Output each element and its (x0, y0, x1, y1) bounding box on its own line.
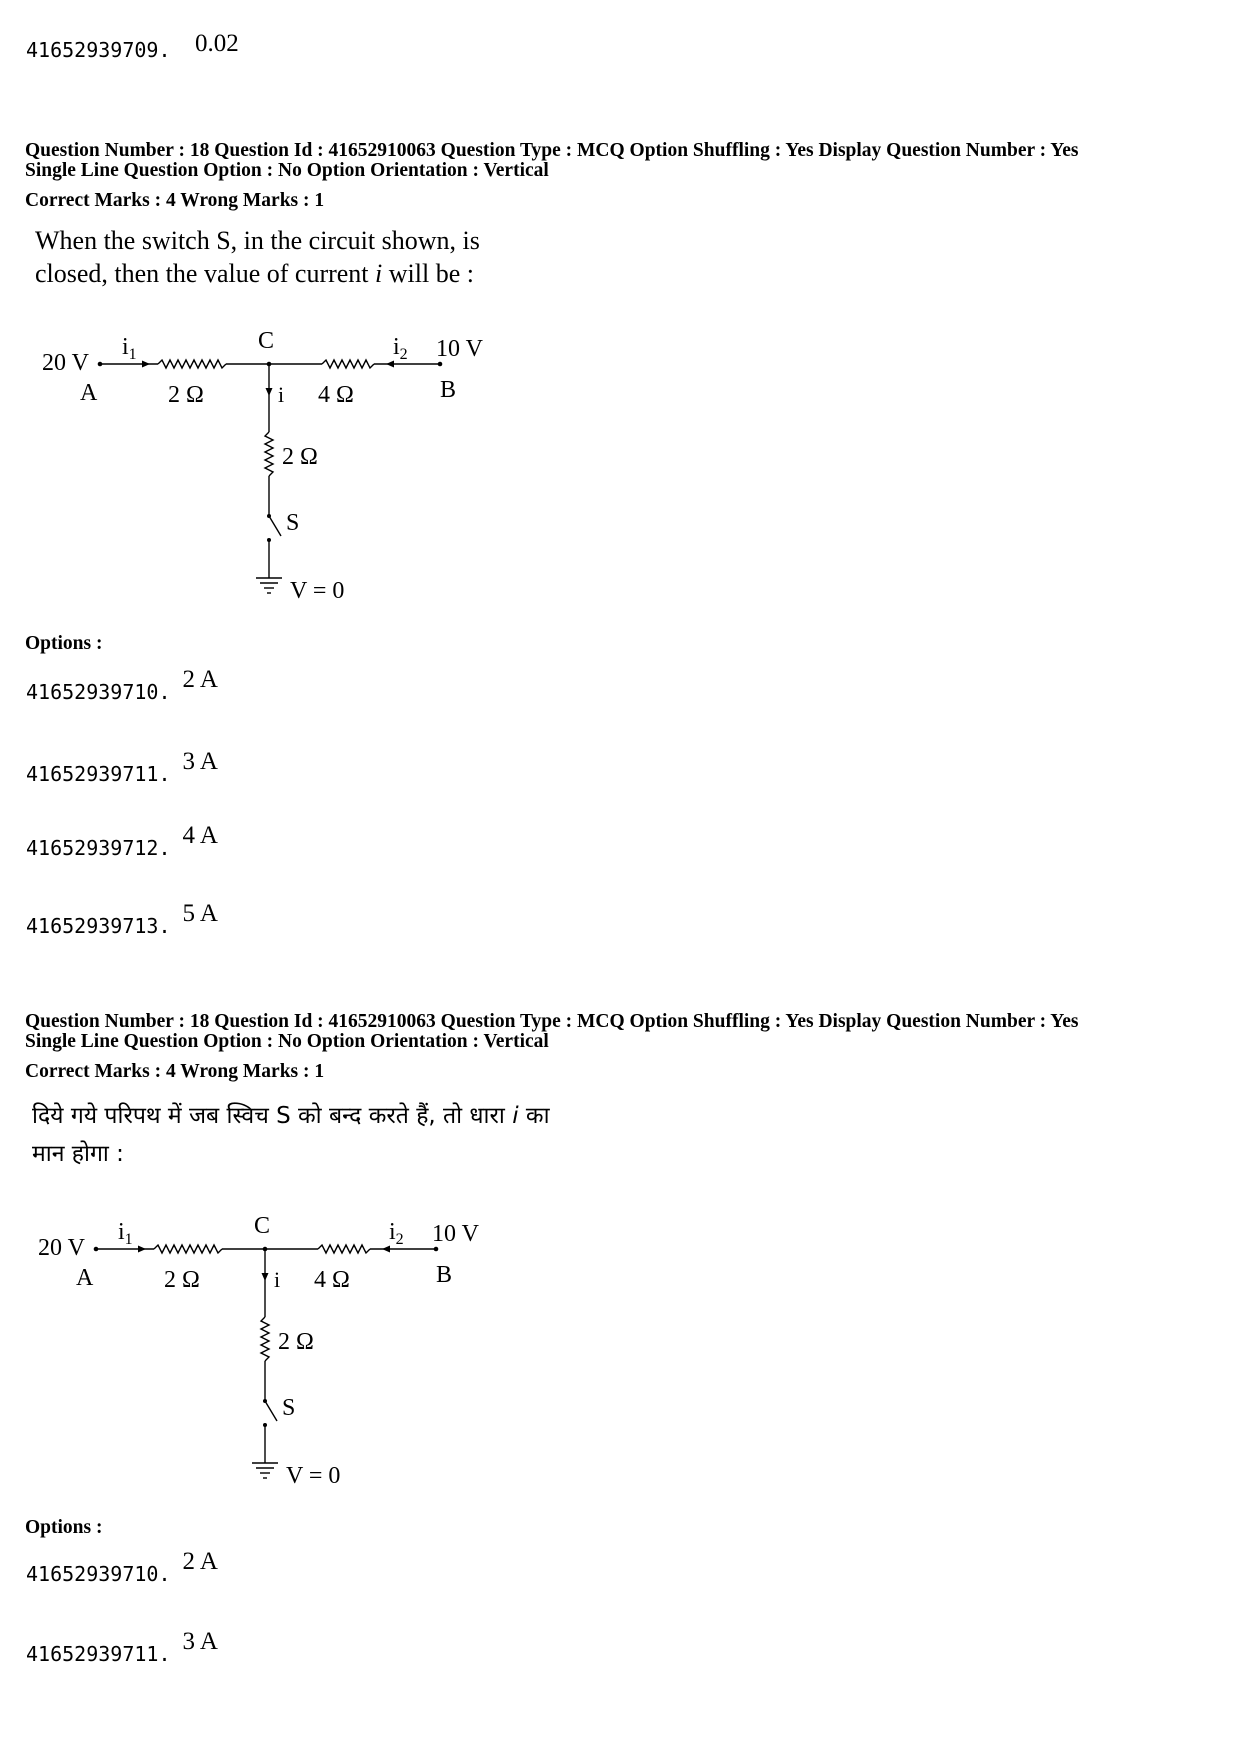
switch-label: S (282, 1395, 296, 1421)
current-i2: $i_2$ (393, 334, 408, 363)
ground-label: V = 0 (286, 1463, 341, 1489)
current-i2: $i_2$ (389, 1219, 404, 1248)
node-c: C (258, 328, 275, 354)
resistor-branch-zigzag (261, 1317, 269, 1361)
resistor-branch-zigzag (265, 432, 273, 476)
current-i1-arrow (138, 1246, 146, 1253)
option-value: 4 A (182, 822, 218, 849)
left-voltage: 20 V (42, 350, 89, 376)
option-item[interactable] (26, 822, 218, 860)
current-i1: $i_1$ (122, 334, 137, 363)
switch-blade (269, 516, 281, 536)
resistor-left-label: 2 Ω (168, 382, 204, 408)
question-text-pre: दिये गये परिपथ में जब स्विच S को बन्द करते हैं, तो धारा (32, 1103, 513, 1129)
option-id: 41652939710. (26, 680, 171, 704)
option-id: 41652939713. (26, 914, 171, 938)
question-text-post: का मान होगा : (32, 1103, 550, 1167)
option-value: 3 A (182, 748, 218, 775)
marks-info: Correct Marks : 4 Wrong Marks : 1 (25, 190, 325, 211)
node-b: B (440, 377, 457, 403)
marks-info: Correct Marks : 4 Wrong Marks : 1 (25, 1061, 325, 1082)
resistor-left-zigzag (154, 1245, 222, 1253)
option-value: 2 A (182, 666, 218, 693)
option-item[interactable] (26, 748, 218, 786)
current-i1-arrow (142, 361, 150, 368)
question-text-pre: When the switch S, in the circuit shown, is closed, then the value of current (35, 226, 480, 288)
current-i-label: i (278, 382, 285, 407)
question-meta-line2: Single Line Question Option : No Option Orientation : Vertical (25, 160, 549, 181)
resistor-branch-label: 2 Ω (282, 444, 318, 470)
options-label: Options : (25, 633, 103, 654)
question-text-post: will be : (382, 259, 474, 288)
node-a: A (76, 1265, 94, 1291)
options-label: Options : (25, 1517, 103, 1538)
switch-blade (265, 1401, 277, 1421)
ground-label: V = 0 (290, 578, 345, 604)
current-i-arrow (266, 388, 273, 396)
resistor-right-zigzag (318, 1245, 370, 1253)
option-id: 41652939711. (26, 762, 171, 786)
option-value: 3 A (182, 1628, 218, 1655)
resistor-branch-label: 2 Ω (278, 1329, 314, 1355)
right-voltage: 10 V (432, 1221, 479, 1247)
current-i-label: i (274, 1267, 281, 1292)
option-id: 41652939710. (26, 1562, 171, 1586)
resistor-right-label: 4 Ω (314, 1267, 350, 1293)
resistor-right-zigzag (322, 360, 374, 368)
current-i-arrow (262, 1273, 269, 1281)
question-text (35, 224, 555, 290)
option-id: 41652939712. (26, 836, 171, 860)
option-item[interactable] (26, 1548, 218, 1586)
current-variable: i (375, 259, 383, 288)
node-c: C (254, 1213, 271, 1239)
option-value: 0.02 (195, 30, 239, 57)
node-b: B (436, 1262, 453, 1288)
question-meta-line1: Question Number : 18 Question Id : 41652910063 Question Type : MCQ Option Shuffling : Yes Display Question Number : Yes (25, 140, 1079, 161)
question-text (32, 1097, 552, 1173)
option-item[interactable] (26, 900, 218, 938)
option-value: 2 A (182, 1548, 218, 1575)
left-voltage: 20 V (38, 1235, 85, 1261)
current-i2-arrow (382, 1246, 390, 1253)
switch-label: S (286, 510, 300, 536)
option-id: 41652939709. (26, 38, 171, 62)
option-item[interactable] (26, 1628, 218, 1666)
resistor-left-zigzag (158, 360, 226, 368)
question-meta-line1: Question Number : 18 Question Id : 41652910063 Question Type : MCQ Option Shuffling : Yes Display Question Number : Yes (25, 1011, 1079, 1032)
current-i1: $i_1$ (118, 1219, 133, 1248)
question-meta-line2: Single Line Question Option : No Option Orientation : Vertical (25, 1031, 549, 1052)
resistor-left-label: 2 Ω (164, 1267, 200, 1293)
circuit-diagram (30, 320, 490, 610)
right-voltage: 10 V (436, 336, 483, 362)
option-item[interactable] (26, 666, 218, 704)
node-a: A (80, 380, 98, 406)
resistor-right-label: 4 Ω (318, 382, 354, 408)
current-variable: i (512, 1103, 519, 1129)
option-value: 5 A (182, 900, 218, 927)
circuit-diagram (26, 1205, 486, 1495)
option-id: 41652939711. (26, 1642, 171, 1666)
current-i2-arrow (386, 361, 394, 368)
